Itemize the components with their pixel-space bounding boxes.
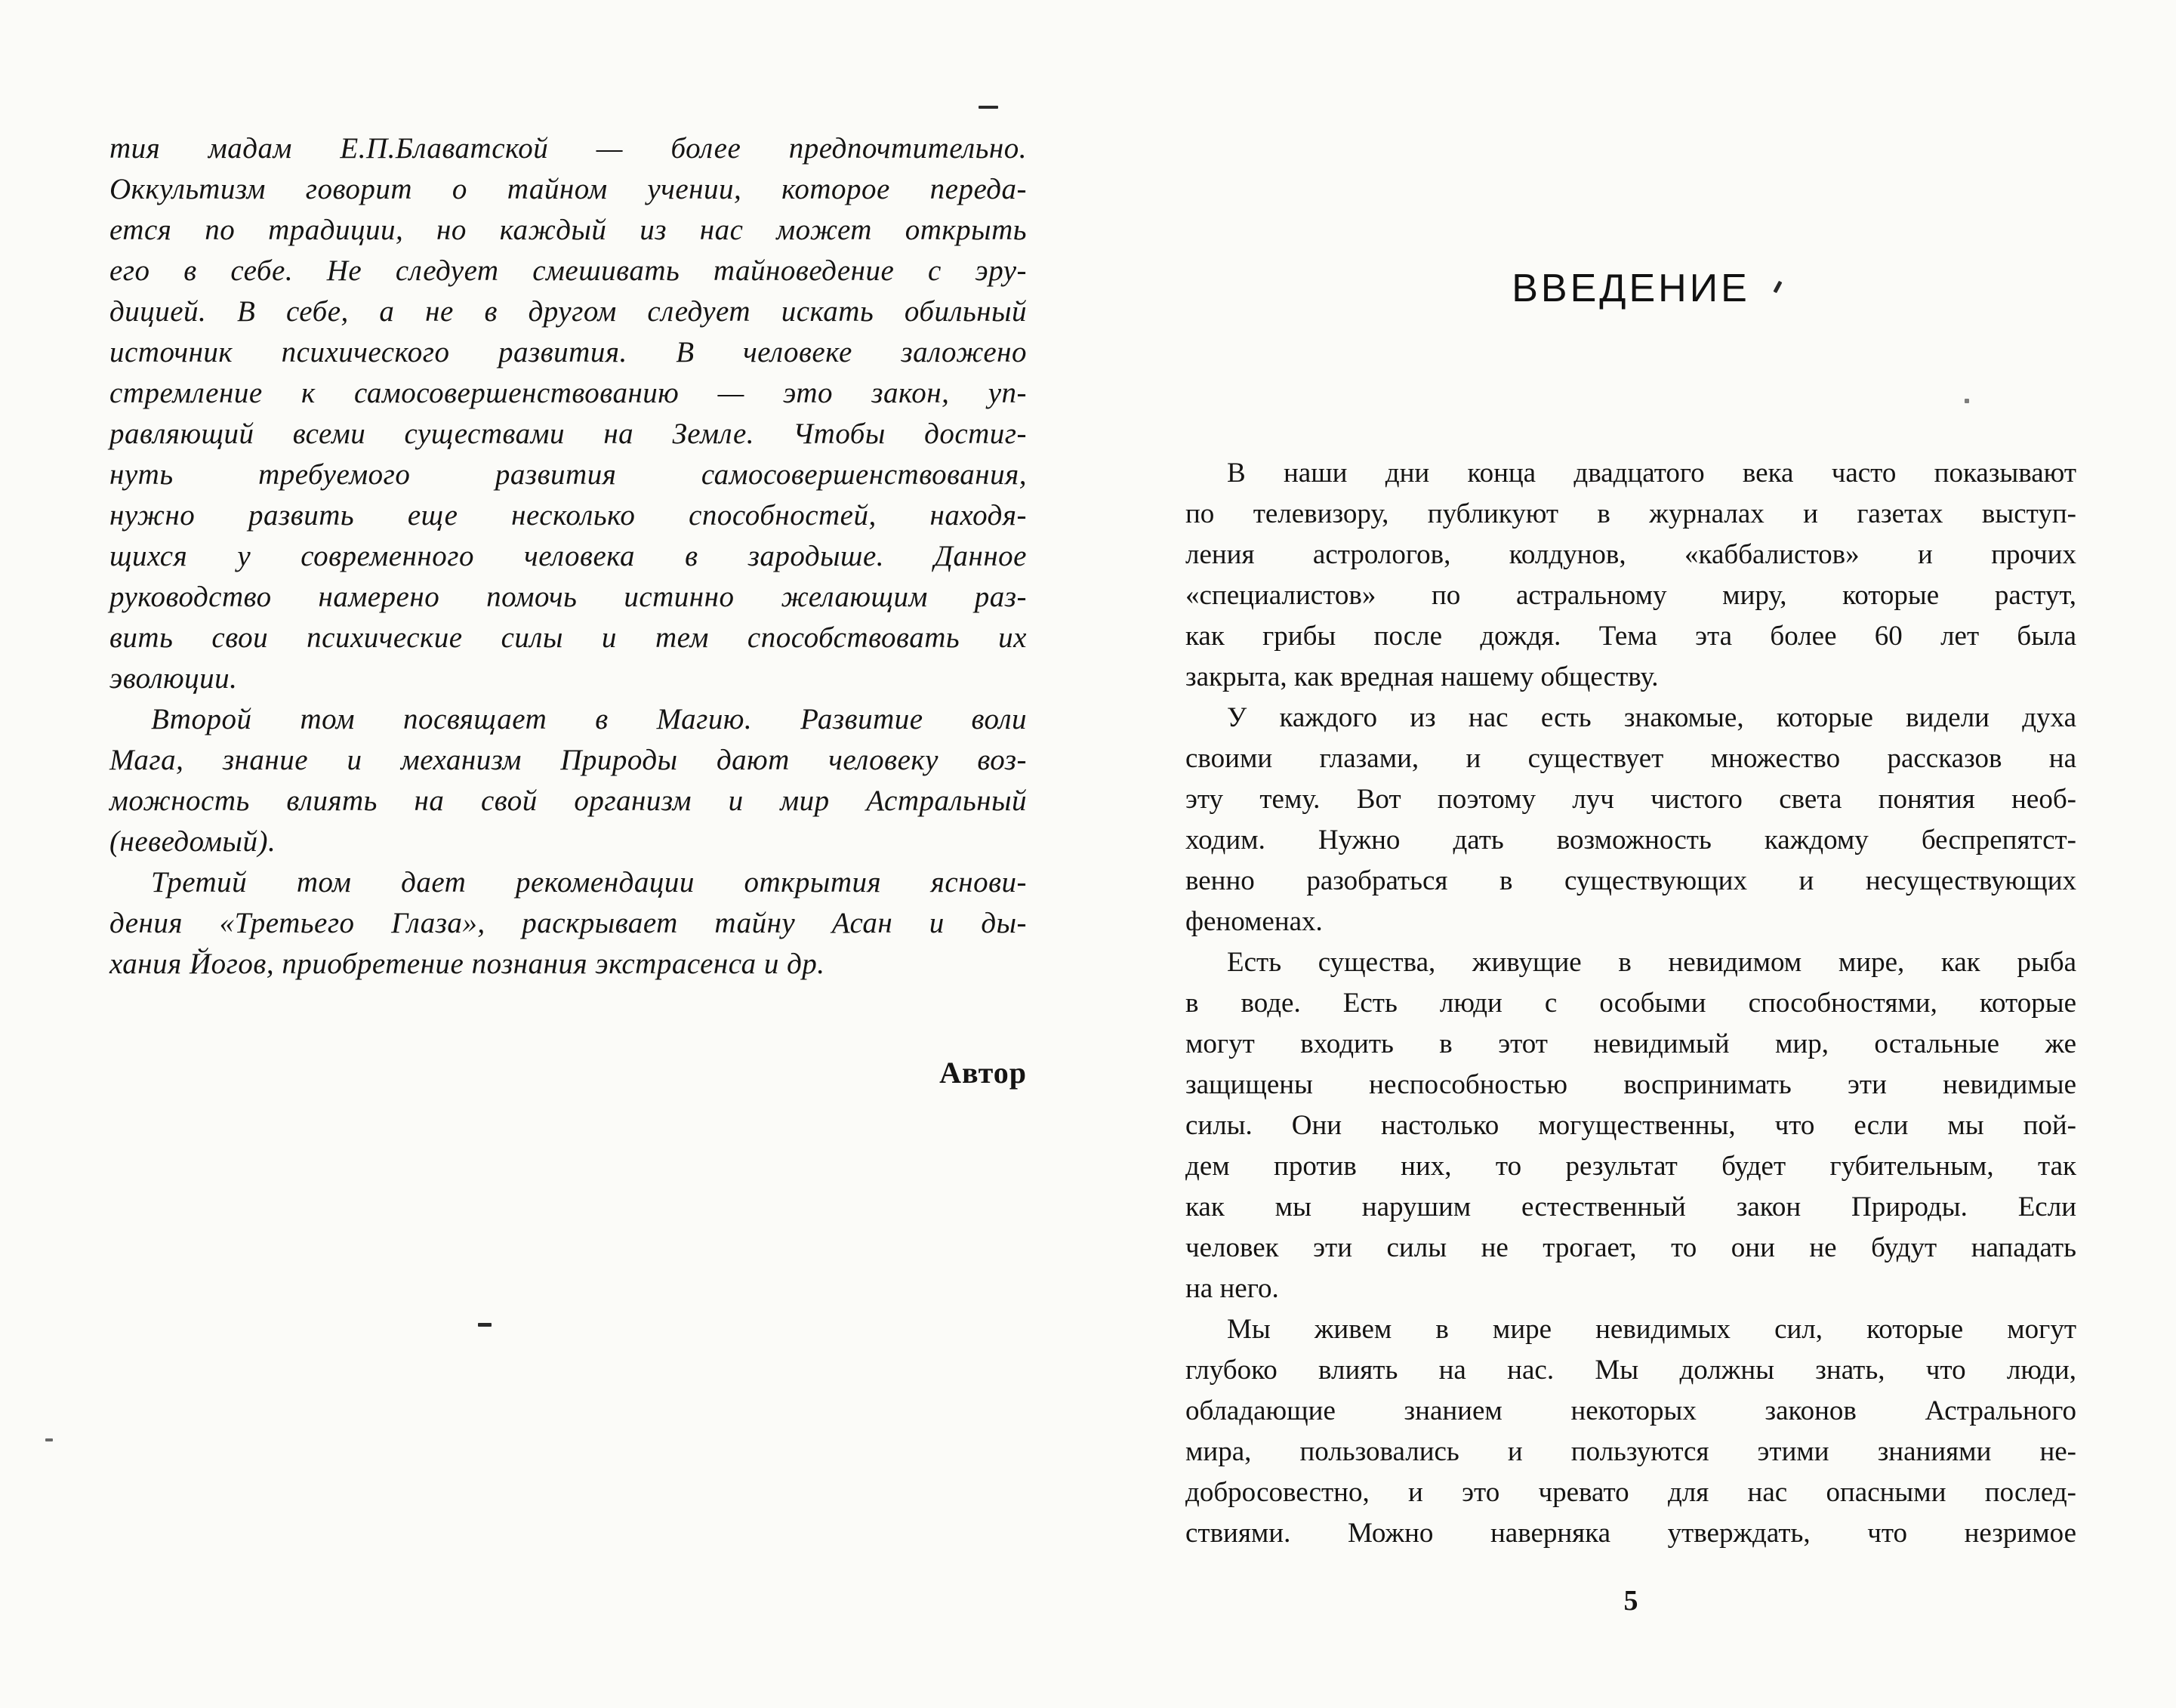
paragraph (109, 862, 1027, 985)
text-line: руководство намерено помочь истинно желающим раз- (109, 581, 1027, 613)
paragraph (109, 699, 1027, 862)
text-line: хания Йогов, приобретение познания экстрасенса и др. (109, 948, 825, 980)
text-line: человек эти силы не трогает, то они не будут нападать (1185, 1232, 2076, 1263)
text-line: в воде. Есть люди с особыми способностями, которые (1185, 988, 2076, 1019)
text-line: Оккультизм говорит о тайном учении, которое переда- (109, 173, 1027, 205)
text-line: «специалистов» по астральному миру, которые растут, (1185, 580, 2076, 611)
text-line: стремление к самосовершенствованию — это закон, уп- (109, 377, 1027, 409)
text-line: У каждого из нас есть знакомые, которые видели духа (1227, 702, 2076, 733)
text-line: нуть требуемого развития самосовершенствования, (109, 458, 1027, 491)
text-line: ется по традиции, но каждый из нас может открыть (109, 214, 1027, 246)
paragraph (1185, 1309, 2076, 1554)
text-line: своими глазами, и существует множество рассказов на (1185, 743, 2076, 774)
scan-speck (979, 106, 998, 109)
page-number: 5 (1623, 1585, 1638, 1617)
text-line: В наши дни конца двадцатого века часто показывают (1227, 458, 2076, 489)
text-line: могут входить в этот невидимый мир, остальные же (1185, 1028, 2076, 1059)
text-line: можность влиять на свой организм и мир Астральный (109, 785, 1027, 817)
text-line: защищены неспособностью воспринимать эти невидимые (1185, 1069, 2076, 1100)
text-line: Есть существа, живущие в невидимом мире, как рыба (1227, 947, 2076, 978)
text-line: дения «Третьего Глаза», раскрывает тайну Асан и ды- (109, 907, 1027, 939)
right-page (1185, 453, 2076, 1554)
text-line: как грибы после дождя. Тема эта более 60 лет была (1185, 621, 2076, 652)
text-line: закрыта, как вредная нашему обществу. (1185, 661, 1659, 692)
paragraph (109, 128, 1027, 699)
text-line: как мы нарушим естественный закон Природы. Если (1185, 1192, 2076, 1222)
paragraph (1185, 453, 2076, 698)
text-line: дем против них, то результат будет губительным, так (1185, 1151, 2076, 1182)
paragraph (1185, 698, 2076, 942)
scan-speck (478, 1323, 492, 1327)
text-line: обладающие знанием некоторых законов Астрального (1185, 1395, 2076, 1426)
text-line: щихся у современного человека в зародыше. Данное (109, 540, 1027, 572)
text-line: добросовестно, и это чревато для нас опасными послед- (1185, 1477, 2076, 1508)
author-signature: Автор (939, 1056, 1027, 1090)
chapter-heading: ВВЕДЕНИЕ (1512, 267, 1750, 310)
text-line: равляющий всеми существами на Земле. Чтобы достиг- (109, 418, 1027, 450)
text-line: Мы живем в мире невидимых сил, которые могут (1227, 1314, 2076, 1345)
text-line: ствиями. Можно наверняка утверждать, что незримое (1185, 1518, 2076, 1549)
text-line: источник психического развития. В человеке заложено (109, 336, 1027, 368)
left-page (109, 128, 1027, 1093)
text-line: нужно развить еще несколько способностей, находя- (109, 499, 1027, 532)
text-line: его в себе. Не следует смешивать тайноведение с эру- (109, 254, 1027, 287)
text-line: Третий том дает рекомендации открытия яснови- (151, 866, 1027, 899)
scan-speck (45, 1438, 53, 1441)
text-line: Второй том посвящает в Магию. Развитие воли (151, 703, 1027, 735)
text-line: ления астрологов, колдунов, «каббалистов» и прочих (1185, 539, 2076, 570)
text-line: по телевизору, публикуют в журналах и газетах выступ- (1185, 498, 2076, 529)
text-line: венно разобраться в существующих и несуществующих (1185, 865, 2076, 896)
text-line: эту тему. Вот поэтому луч чистого света понятия необ- (1185, 784, 2076, 815)
text-line: эволюции. (109, 662, 238, 695)
text-line: ходим. Нужно дать возможность каждому беспрепятст- (1185, 825, 2076, 856)
text-line: силы. Они настолько могущественны, что если мы пой- (1185, 1110, 2076, 1141)
text-line: мира, пользовались и пользуются этими знаниями не- (1185, 1436, 2076, 1467)
text-line: Мага, знание и механизм Природы дают человеку воз- (109, 744, 1027, 776)
scan-speck (1965, 399, 1969, 403)
text-line: вить свои психические силы и тем способствовать их (109, 621, 1027, 654)
text-line: на него. (1185, 1273, 1279, 1304)
text-line: дицией. В себе, а не в другом следует искать обильный (109, 295, 1027, 328)
text-line: тия мадам Е.П.Блаватской — более предпочтительно. (109, 132, 1027, 165)
paragraph (1185, 942, 2076, 1309)
text-line: глубоко влиять на нас. Мы должны знать, что люди, (1185, 1355, 2076, 1386)
text-line: феноменах. (1185, 906, 1323, 937)
text-line: (неведомый). (109, 825, 276, 858)
